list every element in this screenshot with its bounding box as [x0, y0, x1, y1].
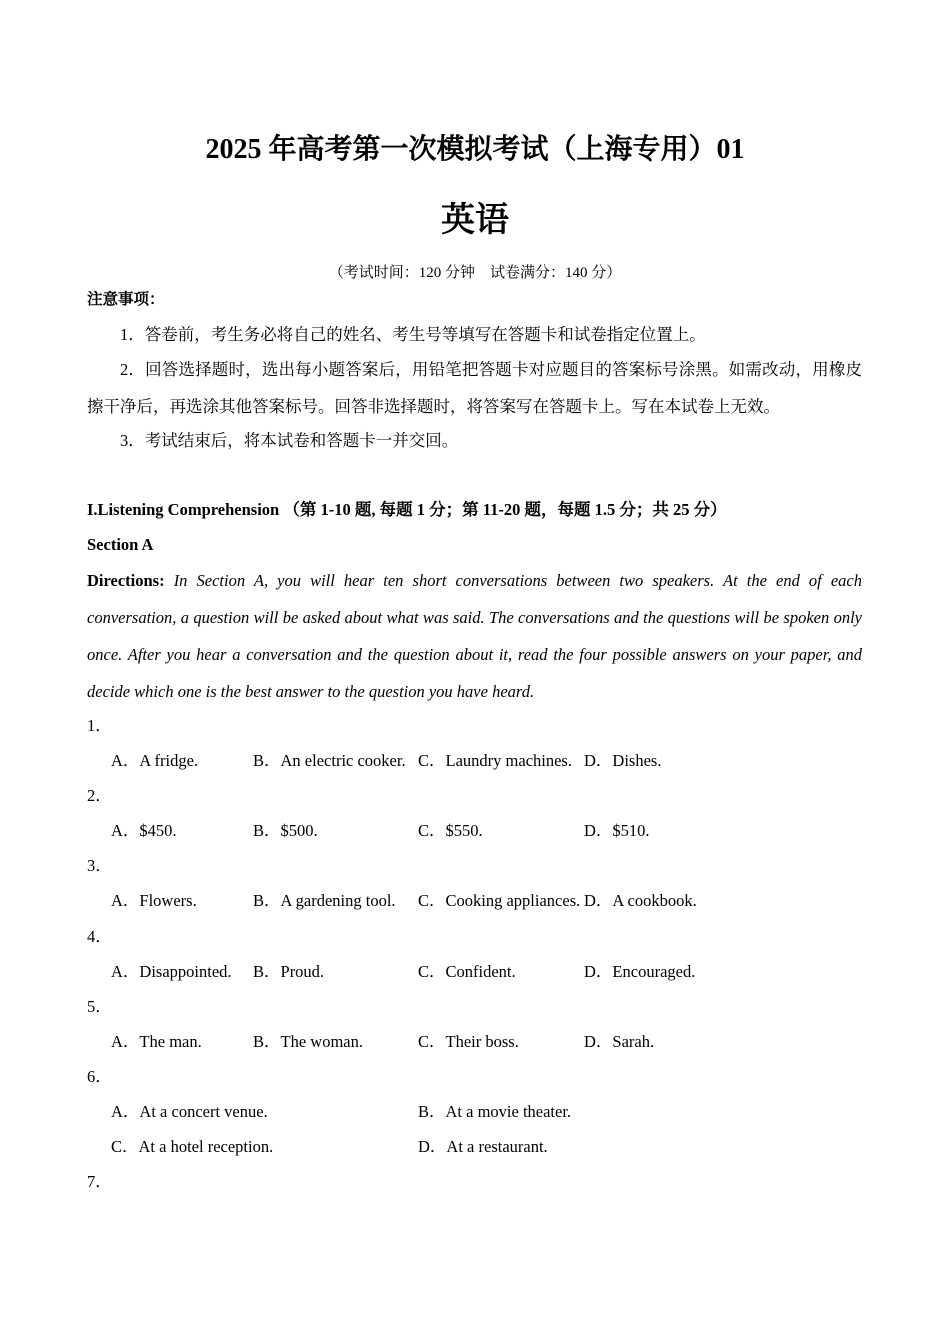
option-label: D．: [584, 821, 613, 840]
option-text: $550.: [445, 821, 483, 840]
option-label: B．: [253, 821, 281, 840]
option-label: D．: [584, 962, 613, 981]
option-c: [418, 960, 516, 984]
question-number: 7．: [87, 1172, 112, 1191]
option-text: Dishes.: [612, 751, 662, 770]
directions-label: Directions:: [87, 570, 165, 590]
notice-heading: 注意事项：: [87, 291, 165, 308]
part-header: [87, 498, 727, 522]
notice-item-1: 1．答卷前，考生务必将自己的姓名、考生号等填写在答题卡和试卷指定位置上。: [120, 325, 706, 344]
notice-item-3: 3．考试结束后，将本试卷和答题卡一并交回。: [120, 431, 459, 450]
option-label: B．: [253, 891, 281, 910]
option-d: [418, 1135, 548, 1159]
question-number: 4．: [87, 927, 112, 946]
option-text: Cooking appliances.: [445, 891, 581, 910]
option-label: B．: [253, 1032, 281, 1051]
option-text: Laundry machines.: [445, 751, 572, 770]
option-b: [253, 1030, 363, 1054]
option-a: [111, 1030, 202, 1054]
subject-title: 英语: [441, 201, 509, 239]
option-label: B．: [253, 962, 281, 981]
option-label: C．: [418, 1032, 446, 1051]
question-options: [0, 749, 950, 773]
option-label: D．: [584, 1032, 613, 1051]
option-label: D．: [584, 751, 613, 770]
option-label: A．: [111, 1032, 140, 1051]
option-c: [418, 749, 572, 773]
exam-title: 2025 年高考第一次模拟考试（上海专用）01: [205, 134, 745, 165]
option-d: [584, 960, 695, 984]
option-c: [418, 889, 580, 913]
option-text: Their boss.: [445, 1032, 519, 1051]
exam-info: （考试时间：120 分钟 试卷满分：140 分）: [328, 265, 622, 281]
option-b: [253, 960, 324, 984]
option-label: D．: [418, 1137, 447, 1156]
option-label: C．: [418, 751, 446, 770]
option-label: B．: [418, 1102, 446, 1121]
option-text: $450.: [139, 821, 177, 840]
option-text: Encouraged.: [612, 962, 696, 981]
option-a: [111, 1100, 268, 1124]
option-text: Sarah.: [612, 1032, 655, 1051]
question-options: [0, 1100, 950, 1124]
part-scoring: （第 1-10 题, 每题 1 分；第 11-20 题，每题 1.5 分；共 25 分）: [283, 500, 727, 519]
option-a: [111, 819, 177, 843]
question-options: [0, 1030, 950, 1054]
directions: [87, 562, 862, 710]
directions-text: In Section A, you will hear ten short conversations between two speakers. At the end of each conversation, a question will be asked about what was said. The conversations and the questions will be spoken only once. After you hear a conversation and the question about it, read the four possible answers on your paper, and decide which one is the best answer to the question you have heard.: [87, 570, 862, 701]
option-a: [111, 960, 232, 984]
option-label: B．: [253, 751, 281, 770]
question-number: 1．: [87, 716, 112, 735]
option-label: A．: [111, 821, 140, 840]
option-text: A gardening tool.: [280, 891, 396, 910]
option-b: [418, 1100, 571, 1124]
option-label: D．: [584, 891, 613, 910]
option-text: A fridge.: [139, 751, 199, 770]
option-c: [111, 1135, 273, 1159]
notice-item-2: 2．回答选择题时，选出每小题答案后，用铅笔把答题卡对应题目的答案标号涂黑。如需改动，用橡皮擦干净后，再选涂其他答案标号。回答非选择题时，将答案写在答题卡上。写在本试卷上无效。: [87, 359, 862, 416]
option-text: $500.: [280, 821, 318, 840]
option-a: [111, 749, 198, 773]
option-text: Confident.: [445, 962, 516, 981]
option-c: [418, 819, 483, 843]
option-text: Flowers.: [139, 891, 197, 910]
option-label: C．: [418, 962, 446, 981]
option-label: C．: [418, 891, 446, 910]
option-text: Proud.: [280, 962, 325, 981]
option-b: [253, 749, 406, 773]
option-d: [584, 819, 650, 843]
question-options: [0, 889, 950, 913]
option-label: A．: [111, 751, 140, 770]
option-d: [584, 889, 697, 913]
option-b: [253, 819, 318, 843]
option-label: C．: [111, 1137, 139, 1156]
option-text: At a restaurant.: [446, 1137, 548, 1156]
option-text: An electric cooker.: [280, 751, 406, 770]
option-text: At a hotel reception.: [138, 1137, 274, 1156]
option-d: [584, 749, 661, 773]
question-number: 5．: [87, 997, 112, 1016]
option-b: [253, 889, 396, 913]
question-options: [0, 960, 950, 984]
question-number: 2．: [87, 786, 112, 805]
part-title: I.Listening Comprehension: [87, 500, 280, 519]
option-text: The woman.: [280, 1032, 363, 1051]
option-label: A．: [111, 1102, 140, 1121]
option-text: The man.: [139, 1032, 202, 1051]
question-number: 6．: [87, 1067, 112, 1086]
option-text: A cookbook.: [612, 891, 697, 910]
option-d: [584, 1030, 654, 1054]
option-text: At a movie theater.: [445, 1102, 572, 1121]
option-c: [418, 1030, 519, 1054]
option-label: A．: [111, 962, 140, 981]
question-number: 3．: [87, 856, 112, 875]
section-name: Section A: [87, 535, 154, 554]
option-label: A．: [111, 891, 140, 910]
question-options: [0, 819, 950, 843]
option-text: $510.: [612, 821, 650, 840]
option-text: At a concert venue.: [139, 1102, 268, 1121]
option-text: Disappointed.: [139, 962, 232, 981]
option-label: C．: [418, 821, 446, 840]
option-a: [111, 889, 197, 913]
question-options: [0, 1135, 950, 1159]
